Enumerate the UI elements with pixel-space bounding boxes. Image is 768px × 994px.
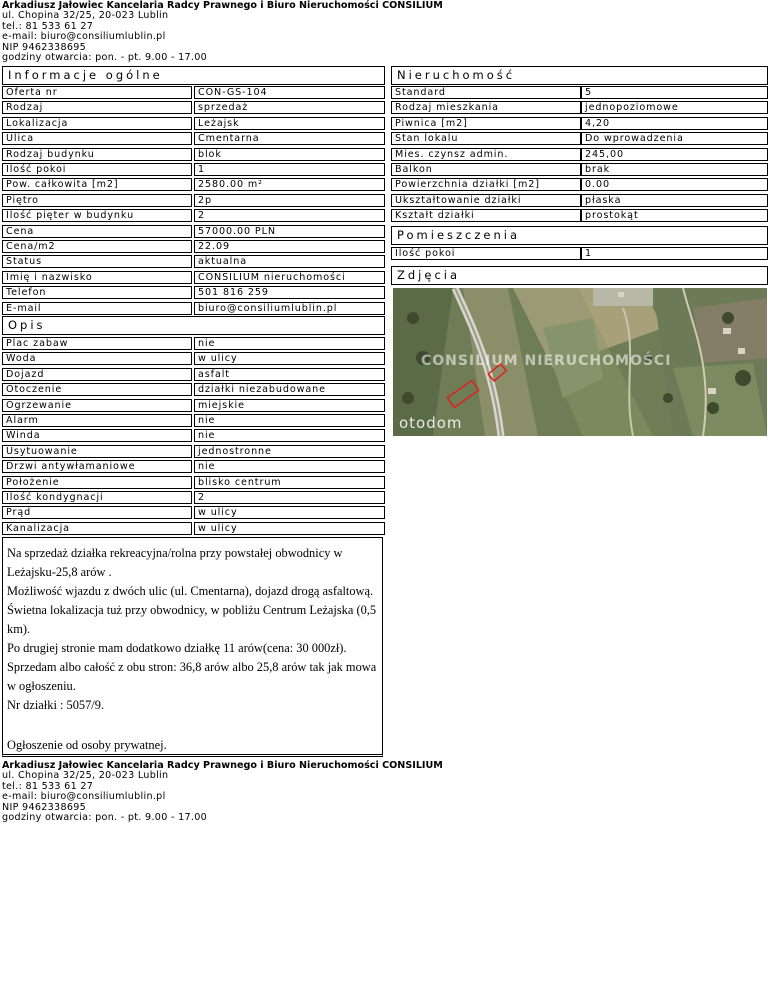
row-value: biuro@consiliumlublin.pl [194,302,385,315]
agency-email: e-mail: biuro@consiliumlublin.pl [2,31,166,43]
row-value: 245,00 [581,148,768,161]
section-title-rooms: Pomieszczenia [391,226,768,245]
row-label: Dojazd [2,368,192,381]
row-value: CONSILIUM nieruchomości [194,271,385,284]
row-value: działki niezabudowane [194,383,385,396]
agency-name: Arkadiusz Jałowiec Kancelaria Radcy Prawnego i Biuro Nieruchomości CONSILIUM [2,760,443,771]
row-value: nie [194,337,385,350]
row-label: Telefon [2,286,192,299]
row-value: jednopoziomowe [581,101,768,114]
agency-hours: godziny otwarcia: pon. - pt. 9.00 - 17.00 [2,52,208,64]
description-line: w ogłoszeniu. [7,679,76,693]
row-label: Woda [2,352,192,365]
description-line: Nr działki : 5057/9. [7,698,105,712]
row-value: nie [194,429,385,442]
row-label: Rodzaj budynku [2,148,192,161]
offer-description [2,537,383,757]
otodom-logo: otodom [399,414,463,432]
agency-address: ul. Chopina 32/25, 20-023 Lublin [2,10,169,22]
section-title-property: Nieruchomość [391,66,768,85]
row-value: Do wprowadzenia [581,132,768,145]
description-line: Po drugiej stronie mam dodatkowo działkę 11 arów(cena: 30 000zł). [7,641,347,655]
row-value: 1 [581,247,768,260]
row-label: Otoczenie [2,383,192,396]
row-label: Ulica [2,132,192,145]
row-label: Ilość pięter w budynku [2,209,192,222]
row-label: Oferta nr [2,86,192,99]
row-value: sprzedaż [194,101,385,114]
agency-header-bottom [2,761,443,823]
section-title-general: Informacje ogólne [2,66,385,85]
row-value: 22.09 [194,240,385,253]
row-label: Cena [2,225,192,238]
row-value: prostokąt [581,209,768,222]
row-value: blok [194,148,385,161]
row-label: Usytuowanie [2,445,192,458]
row-label: Ilość pokoi [391,247,581,260]
row-value: nie [194,414,385,427]
row-label: Lokalizacja [2,117,192,130]
photo-watermark: CONSILIUM NIERUCHOMOŚCI [421,353,672,369]
row-label: Standard [391,86,581,99]
row-value: Leżajsk [194,117,385,130]
agency-email: e-mail: biuro@consiliumlublin.pl [2,791,166,803]
row-label: Balkon [391,163,581,176]
agency-hours: godziny otwarcia: pon. - pt. 9.00 - 17.00 [2,812,208,824]
description-line: Świetna lokalizacja tuż przy obwodnicy, w pobliżu Centrum Leżajska (0,5 [7,603,377,617]
row-label: Powierzchnia działki [m2] [391,178,581,191]
row-value: 4,20 [581,117,768,130]
row-label: Kanalizacja [2,522,192,535]
agency-phone: tel.: 81 533 61 27 [2,780,94,792]
row-value: CON-GS-104 [194,86,385,99]
row-value: 57000.00 PLN [194,225,385,238]
row-label: Pow. całkowita [m2] [2,178,192,191]
row-value: blisko centrum [194,476,385,489]
row-label: Stan lokalu [391,132,581,145]
row-value: w ulicy [194,522,385,535]
row-value: w ulicy [194,352,385,365]
row-label: Prąd [2,506,192,519]
row-label: Ilość kondygnacji [2,491,192,504]
agency-phone: tel.: 81 533 61 27 [2,20,94,32]
row-value: 0.00 [581,178,768,191]
row-label: Plac zabaw [2,337,192,350]
agency-nip: NIP 9462338695 [2,41,87,53]
row-label: Piętro [2,194,192,207]
row-value: 501 816 259 [194,286,385,299]
row-label: Rodzaj [2,101,192,114]
row-label: Rodzaj mieszkania [391,101,581,114]
row-value: 2 [194,491,385,504]
agency-header-top [2,1,443,63]
row-value: płaska [581,194,768,207]
row-label: Winda [2,429,192,442]
row-value: 5 [581,86,768,99]
row-label: Cena/m2 [2,240,192,253]
property-photo[interactable] [393,288,767,436]
row-value: 2580.00 m² [194,178,385,191]
row-value: nie [194,460,385,473]
row-value: 2p [194,194,385,207]
row-label: Mies. czynsz admin. [391,148,581,161]
row-label: Ilość pokoi [2,163,192,176]
section-title-description: Opis [2,316,385,335]
description-line: km). [7,622,31,636]
description-line: Możliwość wjazdu z dwóch ulic (ul. Cmentarna), dojazd drogą asfaltową. [7,584,374,598]
row-value: miejskie [194,399,385,412]
row-label: Imię i nazwisko [2,271,192,284]
agency-name: Arkadiusz Jałowiec Kancelaria Radcy Prawnego i Biuro Nieruchomości CONSILIUM [2,0,443,11]
row-label: Drzwi antywłamaniowe [2,460,192,473]
row-label: Kształt działki [391,209,581,222]
row-label: Ukształtowanie działki [391,194,581,207]
row-value: aktualna [194,255,385,268]
description-footer: Ogłoszenie od osoby prywatnej. [7,738,167,752]
row-value: Cmentarna [194,132,385,145]
row-value: brak [581,163,768,176]
agency-address: ul. Chopina 32/25, 20-023 Lublin [2,770,169,782]
section-title-photos: Zdjęcia [391,266,768,285]
description-line: Sprzedam albo całość z obu stron: 36,8 arów albo 25,8 arów tak jak mowa [7,660,377,674]
row-label: Położenie [2,476,192,489]
row-label: Piwnica [m2] [391,117,581,130]
row-value: jednostronne [194,445,385,458]
row-label: Status [2,255,192,268]
description-text [7,544,378,715]
row-value: 1 [194,163,385,176]
row-value: asfalt [194,368,385,381]
row-label: E-mail [2,302,192,315]
row-label: Ogrzewanie [2,399,192,412]
row-value: w ulicy [194,506,385,519]
row-value: 2 [194,209,385,222]
description-line: Leżajsku-25,8 arów . [7,565,112,579]
row-label: Alarm [2,414,192,427]
description-line: Na sprzedaż działka rekreacyjna/rolna przy powstałej obwodnicy w [7,546,343,560]
agency-nip: NIP 9462338695 [2,801,87,813]
